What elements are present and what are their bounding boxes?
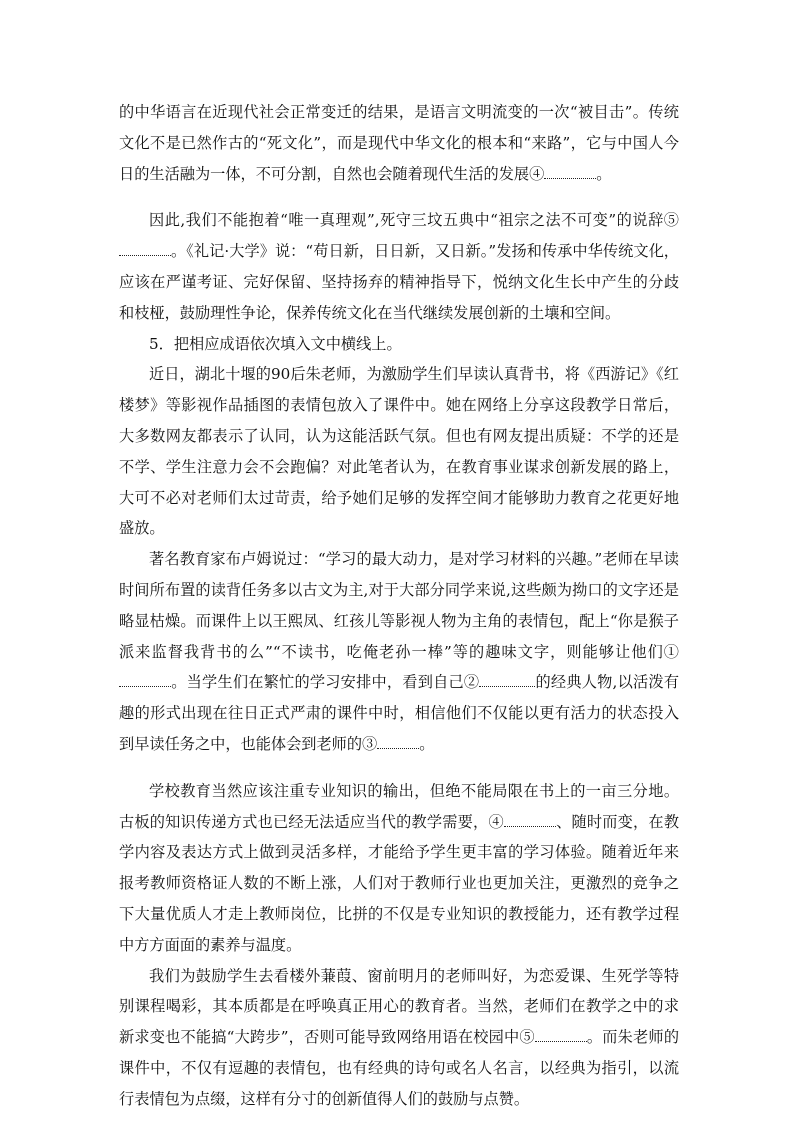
fill-blank-1 <box>119 672 171 687</box>
paragraph-3: 近日，湖北十堰的90后朱老师，为激励学生们早读认真背书，将《西游记》《红楼梦》等影视作品插图的表情包放入了课件中。她在网络上分享这段教学日常后，大多数网友都表示了认同，认为这能活跃气氛。但也有网友提出质疑：不学的还是不学、学生注意力会不会跑偏？对此笔者认为，在教育事业谋求创新发展的路上，大可不必对老师们太过苛责，给予她们足够的发挥空间才能够助力教育之花更好地盛放。 <box>119 365 679 538</box>
paragraph-4-text-c: 的经典人物,以活泼有趣的形式出现在往日正式严肃的课件中时，相信他们不仅能以更有活力的状态投入到早读任务之中，也能体会到老师的③ <box>119 673 680 753</box>
question-5: 5．把相应成语依次填入文中横线上。 <box>149 334 402 353</box>
paragraph-6-text-b: 。而朱老师的课件中，不仅有逗趣的表情包，也有经典的诗句或名人名言，以经典为指引，以流行表情包为点缀，这样有分寸的创新值得人们的鼓励与点赞。 <box>119 1028 680 1108</box>
paragraph-5-text-b: 、随时而变，在教学内容及表达方式上做到灵活多样，才能给予学生更丰富的学习体验。随着近年来报考教师资格证人数的不断上涨，人们对于教师行业也更加关注，更激烈的竞争之下大量优质人才走上教师岗位，比拼的不仅是专业知识的教授能力，还有教学过程中方方面面的素养与温度。 <box>119 812 680 954</box>
paragraph-1-text: 的中华语言在近现代社会正常变迁的结果，是语言文明流变的一次“被目击”。传统文化不是已然作古的“死文化”，而是现代中华文化的根本和“来路”，它与中国人今日的生活融为一体，不可分割，自然也会随着现代生活的发展④ <box>119 103 679 183</box>
paragraph-6 <box>119 961 679 1115</box>
fill-blank-5 <box>119 241 171 256</box>
paragraph-2-text: 因此,我们不能抱着“唯一真理观”,死守三坟五典中“祖宗之法不可变”的说辞⑤ <box>149 211 679 230</box>
fill-blank-4b <box>504 812 556 827</box>
paragraph-5-text-a: 学校教育当然应该注重专业知识的输出，但绝不能局限在书上的一亩三分地。古板的知识传递方式也已经无法适应当代的教学需要，④ <box>119 781 679 831</box>
paragraph-1-end: 。 <box>596 164 612 183</box>
fill-blank-2 <box>479 672 535 687</box>
document-page <box>119 97 679 1115</box>
paragraph-4-text-b: 。当学生们在繁忙的学习安排中，看到自己② <box>171 673 480 692</box>
paragraph-1 <box>119 97 679 189</box>
fill-blank-4 <box>544 164 596 179</box>
fill-blank-5b <box>535 1027 587 1042</box>
paragraph-4-text-d: 。 <box>419 734 435 753</box>
paragraph-4-text-a: 著名教育家布卢姆说过：“学习的最大动力，是对学习材料的兴趣。”老师在早读时间所布置的读背任务多以古文为主,对于大部分同学来说,这些颇为拗口的文字还是略显枯燥。而课件上以王熙凤、红孩儿等影视人物为主角的表情包，配上“你是猴子派来监督我背书的么”“不读书，吃俺老孙一棒”等的趣味文字，则能够让他们① <box>119 550 679 661</box>
paragraph-4 <box>119 544 679 760</box>
paragraph-6-text-a: 我们为鼓励学生去看楼外蒹葭、窗前明月的老师叫好，为恋爱课、生死学等特别课程喝彩，其本质都是在呼唤真正用心的教育者。当然，老师们在教学之中的求新求变也不能搞“大跨步”，否则可能导致网络用语在校园中⑤ <box>119 966 679 1047</box>
paragraph-2 <box>119 205 679 328</box>
paragraph-2-rest: 。《礼记·大学》说：“苟日新，日日新，又日新。”发扬和传承中华传统文化，应该在严谨考证、完好保留、坚持扬弃的精神指导下，悦纳文化生长中产生的分歧和枝桠，鼓励理性争论，保养传统文化在当代继续发展创新的土壤和空间。 <box>119 242 679 322</box>
fill-blank-3 <box>377 734 419 749</box>
paragraph-5 <box>119 776 679 961</box>
